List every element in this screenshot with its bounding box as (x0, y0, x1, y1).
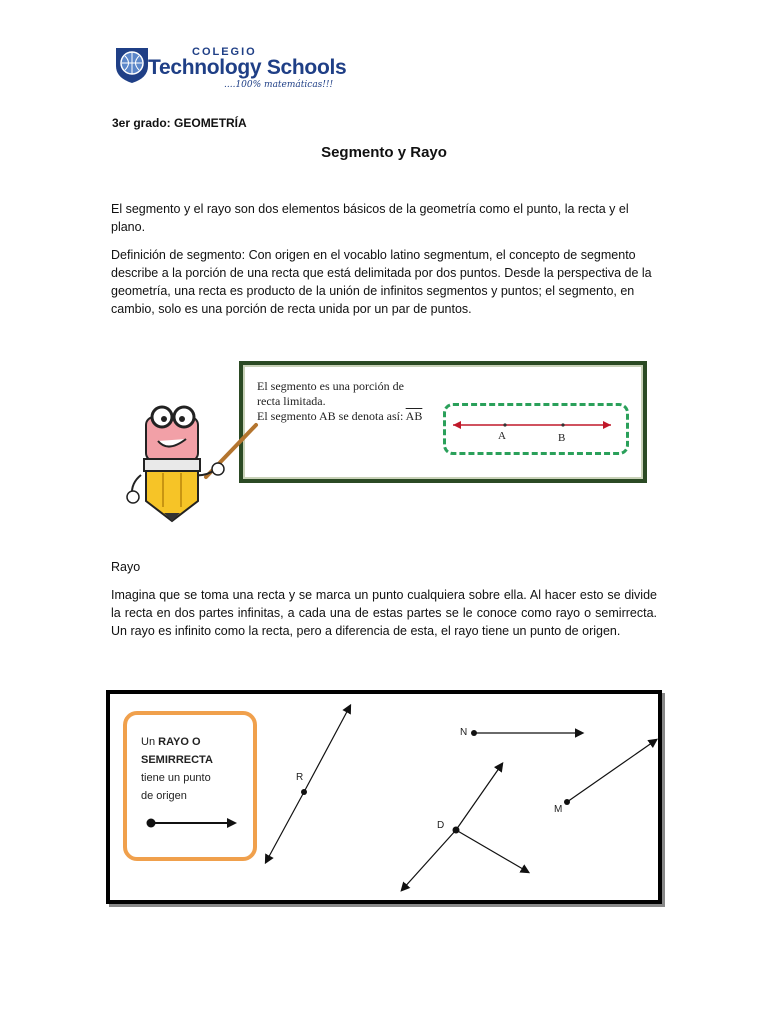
ray-note-prefix: Un (141, 736, 156, 748)
point-r-label: R (296, 772, 304, 783)
logo-name: Technology Schools (148, 56, 347, 79)
grade-heading: 3er grado: GEOMETRÍA (112, 116, 247, 130)
board-line-3-text: El segmento AB se denota así: (257, 409, 404, 423)
ray-note-line-4: de origen (141, 790, 187, 802)
segment-board-illustration (106, 355, 646, 525)
rayo-paragraph: Imagina que se toma una recta y se marca un punto cualquiera sobre ella. Al hacer esto se divide la recta en dos partes infinitas, a cada una de estas partes se le conoce como rayo o semirrecta. Un rayo es infinito como la recta, pero a diferencia de esta, el rayo tiene un punto de origen. (111, 588, 657, 638)
segment-diagram-box (443, 403, 629, 455)
board-line-2: recta limitada. (257, 394, 326, 408)
logo-tagline: ....100% matemáticas!!! (224, 80, 334, 90)
logo-top-word: COLEGIO (192, 46, 257, 58)
segment-definition-paragraph: Definición de segmento: Con origen en el vocablo latino segmentum, el concepto de segmento describe a la porción de una recta que está delimitada por dos puntos. Desde la perspectiva de la geometría, una recta es producto de la unión de infinitos segmentos y puntos; el segmento, en cambio, solo es una porción de recta unida por un par de puntos. (111, 248, 652, 316)
globe-shield-icon (112, 44, 152, 84)
rayo-heading: Rayo (111, 560, 141, 574)
ray-note-bold-1: RAYO O (158, 736, 201, 748)
rays-drawing (110, 694, 658, 900)
point-m-label: M (554, 804, 563, 815)
point-b-label: B (558, 432, 566, 444)
point-a-label: A (498, 430, 506, 442)
page-title: Segmento y Rayo (321, 144, 447, 161)
school-logo (112, 44, 347, 98)
pencil-mascot-icon (106, 395, 286, 525)
intro-paragraph: El segmento y el rayo son dos elementos básicos de la geometría como el punto, la recta y el plano. (111, 202, 629, 234)
chalkboard (239, 361, 647, 483)
ray-note-line-3: tiene un punto (141, 772, 211, 784)
point-n-label: N (460, 727, 468, 738)
board-line-1: El segmento es una porción de (257, 379, 404, 393)
ray-diagram (106, 690, 662, 904)
segment-notation: $\overline{AB}$ (405, 409, 423, 423)
point-d-label: D (437, 820, 445, 831)
segment-line (443, 403, 623, 449)
ray-note-bold-2: SEMIRRECTA (141, 754, 213, 766)
